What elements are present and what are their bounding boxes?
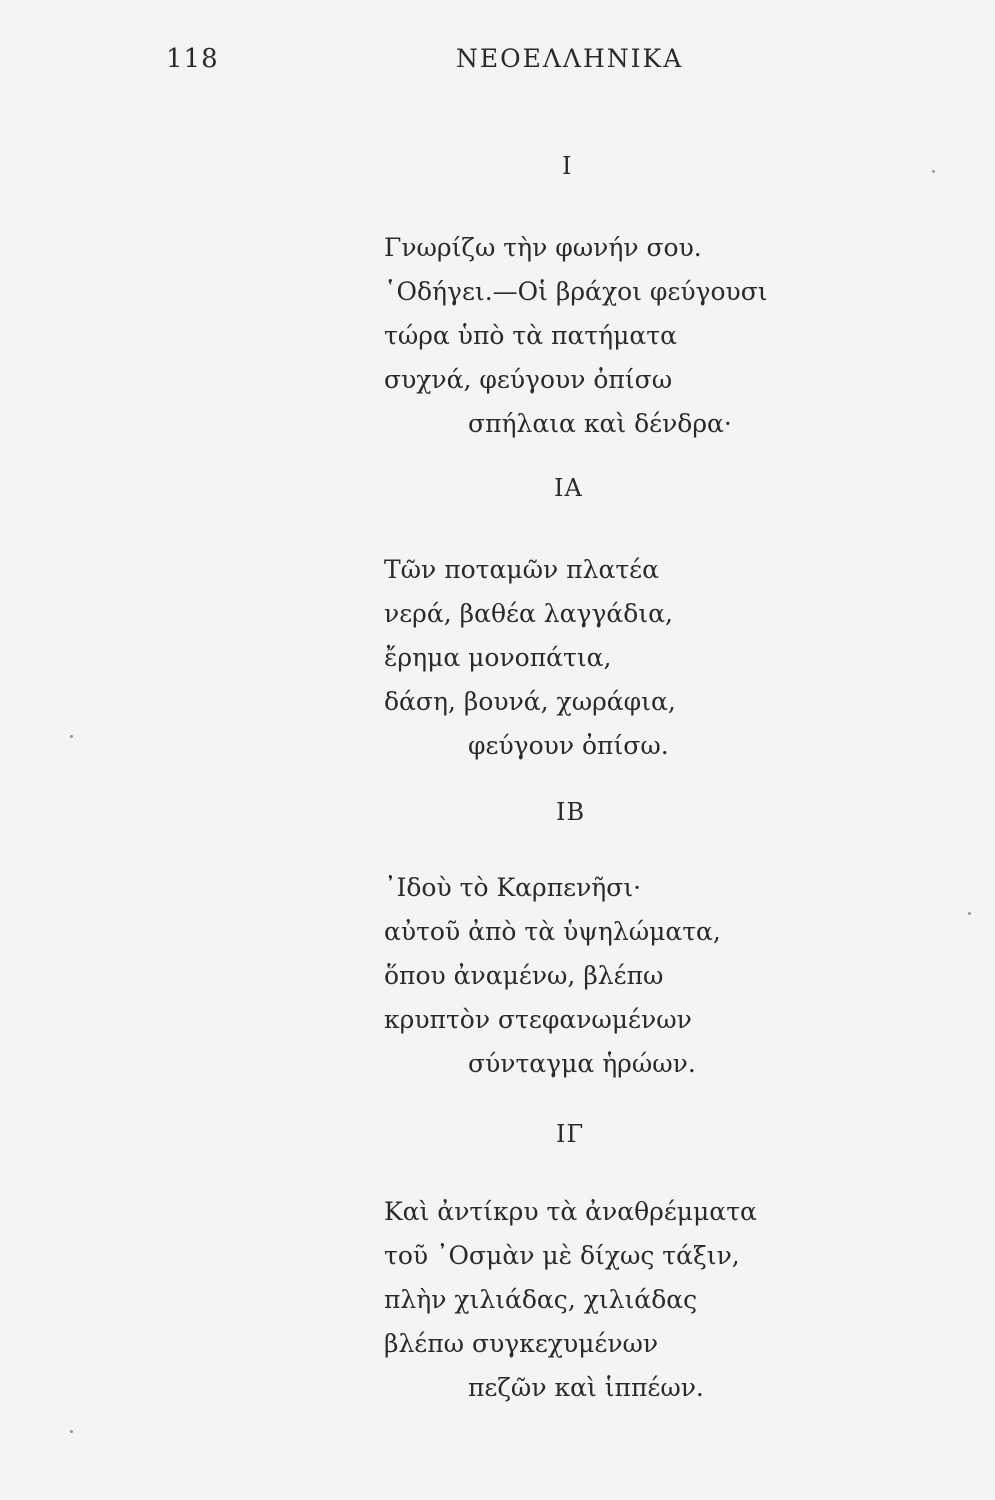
poem-line: τώρα ὑπὸ τὰ πατήματα xyxy=(384,321,677,350)
poem-line: σύνταγμα ἡρώων. xyxy=(468,1049,696,1078)
poem-line: τοῦ ᾿Οσμὰν μὲ δίχως τάξιν, xyxy=(384,1241,740,1270)
poem-line: φεύγουν ὀπίσω. xyxy=(468,731,669,760)
poem-line: αὐτοῦ ἀπὸ τὰ ὑψηλώματα, xyxy=(384,917,721,946)
paper-speck xyxy=(70,735,73,738)
poem-line: κρυπτὸν στεφανωμένων xyxy=(384,1005,692,1034)
poem-line: ᾿Ιδοὺ τὸ Καρπενῆσι· xyxy=(384,873,642,902)
poem-line: Καὶ ἀντίκρυ τὰ ἀναθρέμματα xyxy=(384,1197,757,1226)
section-numeral-1: Ι xyxy=(562,152,573,180)
section-numeral-2: ΙΑ xyxy=(554,474,583,502)
paper-speck xyxy=(968,912,971,915)
stanza-1 xyxy=(384,226,768,446)
paper-speck xyxy=(70,1430,73,1433)
poem-line: δάση, βουνά, χωράφια, xyxy=(384,687,676,716)
poem-line: πλὴν χιλιάδας, χιλιάδας xyxy=(384,1285,698,1314)
running-title: ΝΕΟΕΛΛΗΝΙΚΑ xyxy=(456,44,684,73)
poem-line: Γνωρίζω τὴν φωνήν σου. xyxy=(384,233,702,262)
poem-line: συχνά, φεύγουν ὀπίσω xyxy=(384,365,673,394)
section-numeral-3: ΙΒ xyxy=(556,798,586,826)
poem-line: βλέπω συγκεχυμένων xyxy=(384,1329,659,1358)
stanza-2 xyxy=(384,548,676,768)
stanza-3 xyxy=(384,866,721,1086)
paper-speck xyxy=(932,170,935,173)
section-numeral-4: ΙΓ xyxy=(556,1120,585,1148)
poem-line: ἔρημα μονοπάτια, xyxy=(384,643,612,672)
page-header xyxy=(0,44,995,84)
poem-line: Τῶν ποταμῶν πλατέα xyxy=(384,555,659,584)
poem-line: πεζῶν καὶ ἱππέων. xyxy=(468,1373,704,1402)
poem-line: νερά, βαθέα λαγγάδια, xyxy=(384,599,673,628)
page-number: 118 xyxy=(166,44,219,74)
poem-line: ῾Οδήγει.—Οἱ βράχοι φεύγουσι xyxy=(384,277,768,306)
stanza-4 xyxy=(384,1190,757,1410)
poem-line: ὅπου ἀναμένω, βλέπω xyxy=(384,961,664,990)
poem-line: σπήλαια καὶ δένδρα· xyxy=(468,409,732,438)
